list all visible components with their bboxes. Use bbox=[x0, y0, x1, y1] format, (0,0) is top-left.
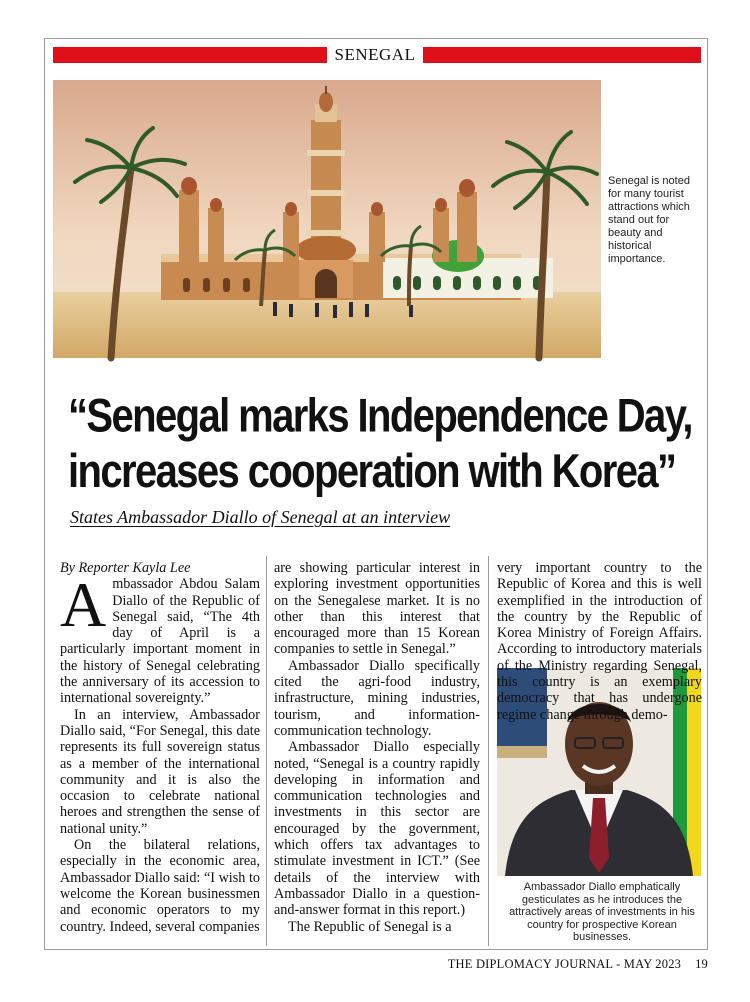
body-paragraph-3: On the bilateral relations, especially in the economic area, Ambassador Diallo said: “I wish to welcome the Korean businessmen and economic operators to my country. Indeed, several companies bbox=[60, 837, 260, 935]
byline: By Reporter Kayla Lee bbox=[60, 560, 191, 576]
body-paragraph-2: In an interview, Ambassador Diallo said, “For Senegal, this date represents its full sovereign status as a member of the international community and it is also the occasion to celebrate national heroes and strengthen the sense of national unity.” bbox=[60, 706, 260, 837]
body-paragraph-6-continued: The Republic of Senegal is a bbox=[288, 918, 452, 935]
body-paragraph-1: Ambassador Abdou Salam Diallo of the Republic of Senegal said, “The 4th day of April is a particularly important moment in the history of Senegal celebrating the anniversary of its accession to international sovereignty.” bbox=[60, 569, 260, 707]
body-paragraph-5-continued: Ambassador Diallo especially noted, “Senegal is a country rapidly developing in information and communication technologies and investments in this sector are encouraged by the government, which offers tax advantages to stimulate investment in ICT.” (See details of the interview with Ambassador Diallo in a question-and-answer format in this report.) bbox=[274, 739, 480, 919]
photo-caption: Senegal is noted for many tourist attractions which stand out for beauty and historical importance. bbox=[608, 175, 690, 265]
subheadline: States Ambassador Diallo of Senegal at an interview bbox=[70, 507, 451, 527]
publication-name: THE DIPLOMACY JOURNAL - MAY 2023 bbox=[447, 957, 682, 971]
page-number: 19 bbox=[695, 957, 708, 971]
portrait-caption: Ambassador Diallo emphatically gesticulates as he introduces the attractively areas of investments in his country for prospective Korean businesses. bbox=[509, 881, 695, 943]
headline-line-2: increases cooperation with Korea” bbox=[68, 445, 676, 498]
mosque-photo bbox=[53, 80, 601, 358]
article-column-3 bbox=[497, 560, 702, 723]
article-column-2 bbox=[274, 560, 480, 935]
article-column-1 bbox=[60, 560, 260, 935]
column-rule-2 bbox=[488, 556, 489, 946]
body-paragraph-6-continued-continued: very important country to the Republic of Korea and this is well exemplified in the introduction of the country by the Republic of Korea Ministry of Foreign Affairs. According to introductory materials of the Ministry regarding Senegal, this country is an exemplary democracy that has undergone regime change through demo- bbox=[497, 560, 702, 723]
headline bbox=[68, 389, 708, 500]
body-paragraph-4-continued: Ambassador Diallo specifically cited the agri-food industry, infrastructure, mining industries, tourism, and information-communication technology. bbox=[274, 657, 480, 739]
headline-line-1: “Senegal marks Independence Day, bbox=[68, 390, 692, 443]
section-label: SENEGAL bbox=[327, 44, 423, 66]
column-rule-1 bbox=[266, 556, 267, 946]
drop-cap: A bbox=[60, 569, 107, 641]
body-paragraph-3-continued: are showing particular interest in exploring investment opportunities on the Senegalese market. It is no other than this interest that encouraged more than 15 Korean companies to settle in Senegal.” bbox=[274, 560, 480, 658]
page-footer bbox=[448, 957, 708, 972]
